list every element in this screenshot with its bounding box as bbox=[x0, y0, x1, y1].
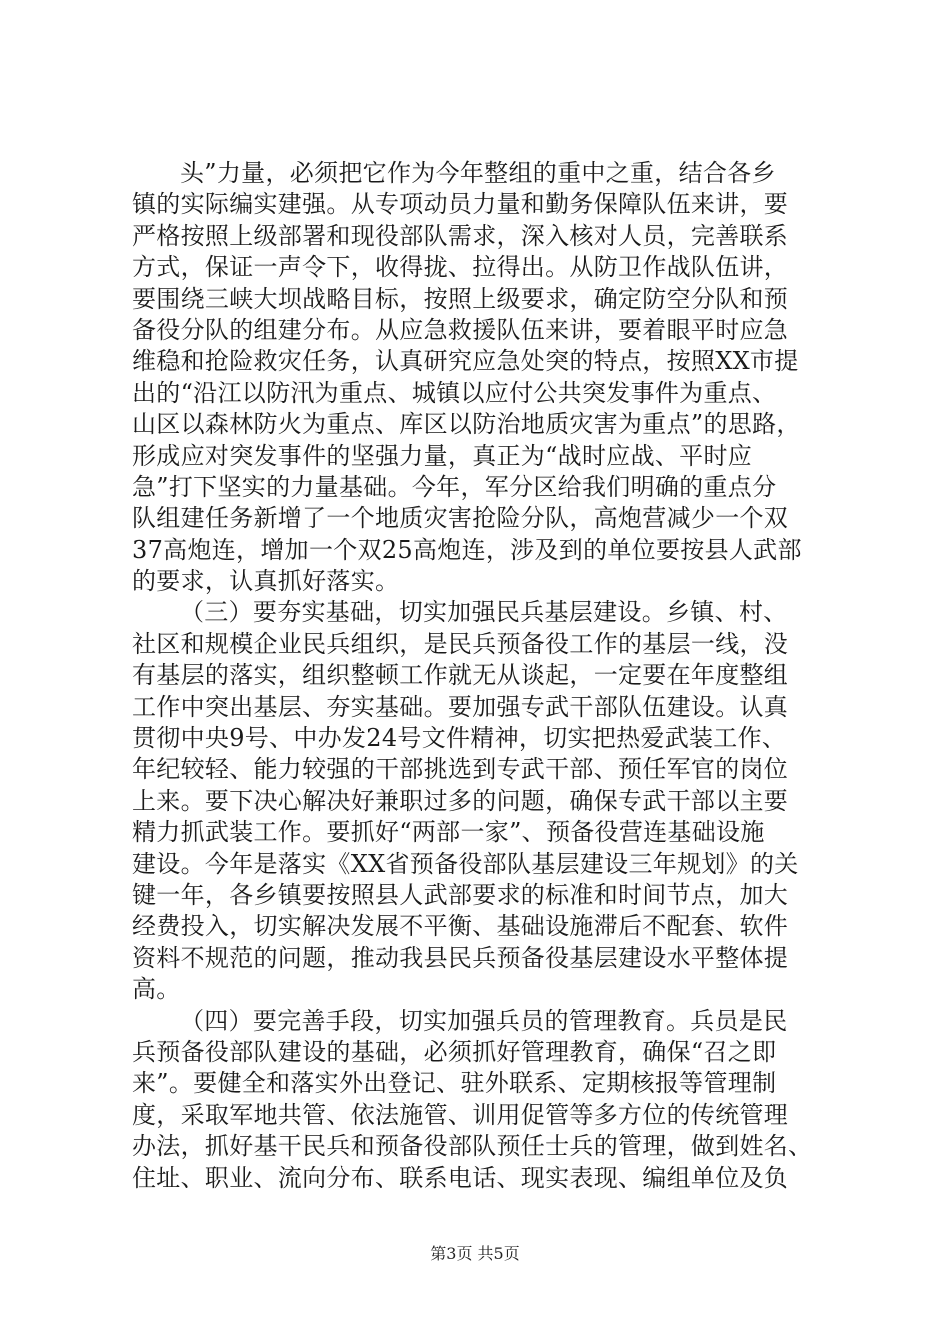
text-line: 头”力量，必须把它作为今年整组的重中之重，结合各乡 bbox=[180, 159, 776, 187]
text-line: 经费投入，切实解决发展不平衡、基础设施滞后不配套、软件 bbox=[132, 912, 789, 941]
text-line: 上来。要下决心解决好兼职过多的问题，确保专武干部以主要 bbox=[132, 786, 789, 815]
text-line: 备役分队的组建分布。从应急救援队伍来讲，要着眼平时应急 bbox=[132, 315, 789, 344]
text-line: 办法，抓好基干民兵和预备役部队预任士兵的管理，做到姓名、 bbox=[132, 1132, 813, 1161]
text-line: 出的“沿江以防汛为重点、城镇以应付公共突发事件为重点、 bbox=[132, 378, 777, 407]
text-line: 山区以森林防火为重点、库区以防治地质灾害为重点”的思路， bbox=[132, 410, 801, 439]
text-line: 资料不规范的问题，推动我县民兵预备役基层建设水平整体提 bbox=[132, 943, 789, 972]
text-line: 要围绕三峡大坝战略目标，按照上级要求，确定防空分队和预 bbox=[132, 284, 789, 313]
text-line: 维稳和抢险救灾任务，认真研究应急处突的特点，按照XX市提 bbox=[132, 347, 799, 376]
text-line: 年纪较轻、能力较强的干部挑选到专武干部、预任军官的岗位 bbox=[132, 755, 789, 784]
text-line: 有基层的落实，组织整顿工作就无从谈起，一定要在年度整组 bbox=[132, 661, 789, 690]
text-line: 37高炮连，增加一个双25高炮连，涉及到的单位要按县人武部 bbox=[132, 535, 802, 564]
text-line: 形成应对突发事件的坚强力量，真正为“战时应战、平时应 bbox=[132, 441, 753, 470]
text-line: 贯彻中央9号、中办发24号文件精神，切实把热爱武装工作、 bbox=[132, 724, 787, 753]
text-line: 社区和规模企业民兵组织，是民兵预备役工作的基层一线，没 bbox=[132, 629, 789, 658]
page-footer: 第3页 共5页 bbox=[430, 1244, 520, 1263]
text-line: 来”。要健全和落实外出登记、驻外联系、定期核报等管理制 bbox=[132, 1069, 777, 1098]
text-line: 精力抓武装工作。要抓好“两部一家”、预备役营连基础设施 bbox=[132, 818, 765, 847]
text-line: 方式，保证一声令下，收得拢、拉得出。从防卫作战队伍讲， bbox=[132, 253, 789, 282]
text-line: 度，采取军地共管、依法施管、训用促管等多方位的传统管理 bbox=[132, 1100, 789, 1129]
text-line: 键一年，各乡镇要按照县人武部要求的标准和时间节点，加大 bbox=[132, 880, 789, 909]
text-line: 严格按照上级部署和现役部队需求，深入核对人员，完善联系 bbox=[132, 221, 789, 250]
text-line: 镇的实际编实建强。从专项动员力量和勤务保障队伍来讲，要 bbox=[132, 190, 789, 219]
text-line: 住址、职业、流向分布、联系电话、现实表现、编组单位及负 bbox=[132, 1163, 789, 1192]
text-line: 急”打下坚实的力量基础。今年，军分区给我们明确的重点分 bbox=[132, 472, 777, 501]
text-line: （三）要夯实基础，切实加强民兵基层建设。乡镇、村、 bbox=[180, 598, 788, 627]
text-line: 的要求，认真抓好落实。 bbox=[132, 567, 400, 596]
text-line: 队组建任务新增了一个地质灾害抢险分队，高炮营减少一个双 bbox=[132, 504, 789, 533]
text-line: 高。 bbox=[132, 975, 181, 1004]
text-line: 工作中突出基层、夯实基础。要加强专武干部队伍建设。认真 bbox=[132, 692, 789, 721]
text-line: 兵预备役部队建设的基础，必须抓好管理教育，确保“召之即 bbox=[132, 1037, 777, 1066]
document-body bbox=[132, 158, 852, 1194]
text-line: （四）要完善手段，切实加强兵员的管理教育。兵员是民 bbox=[180, 1006, 788, 1035]
text-line: 建设。今年是落实《XX省预备役部队基层建设三年规划》的关 bbox=[132, 849, 799, 878]
